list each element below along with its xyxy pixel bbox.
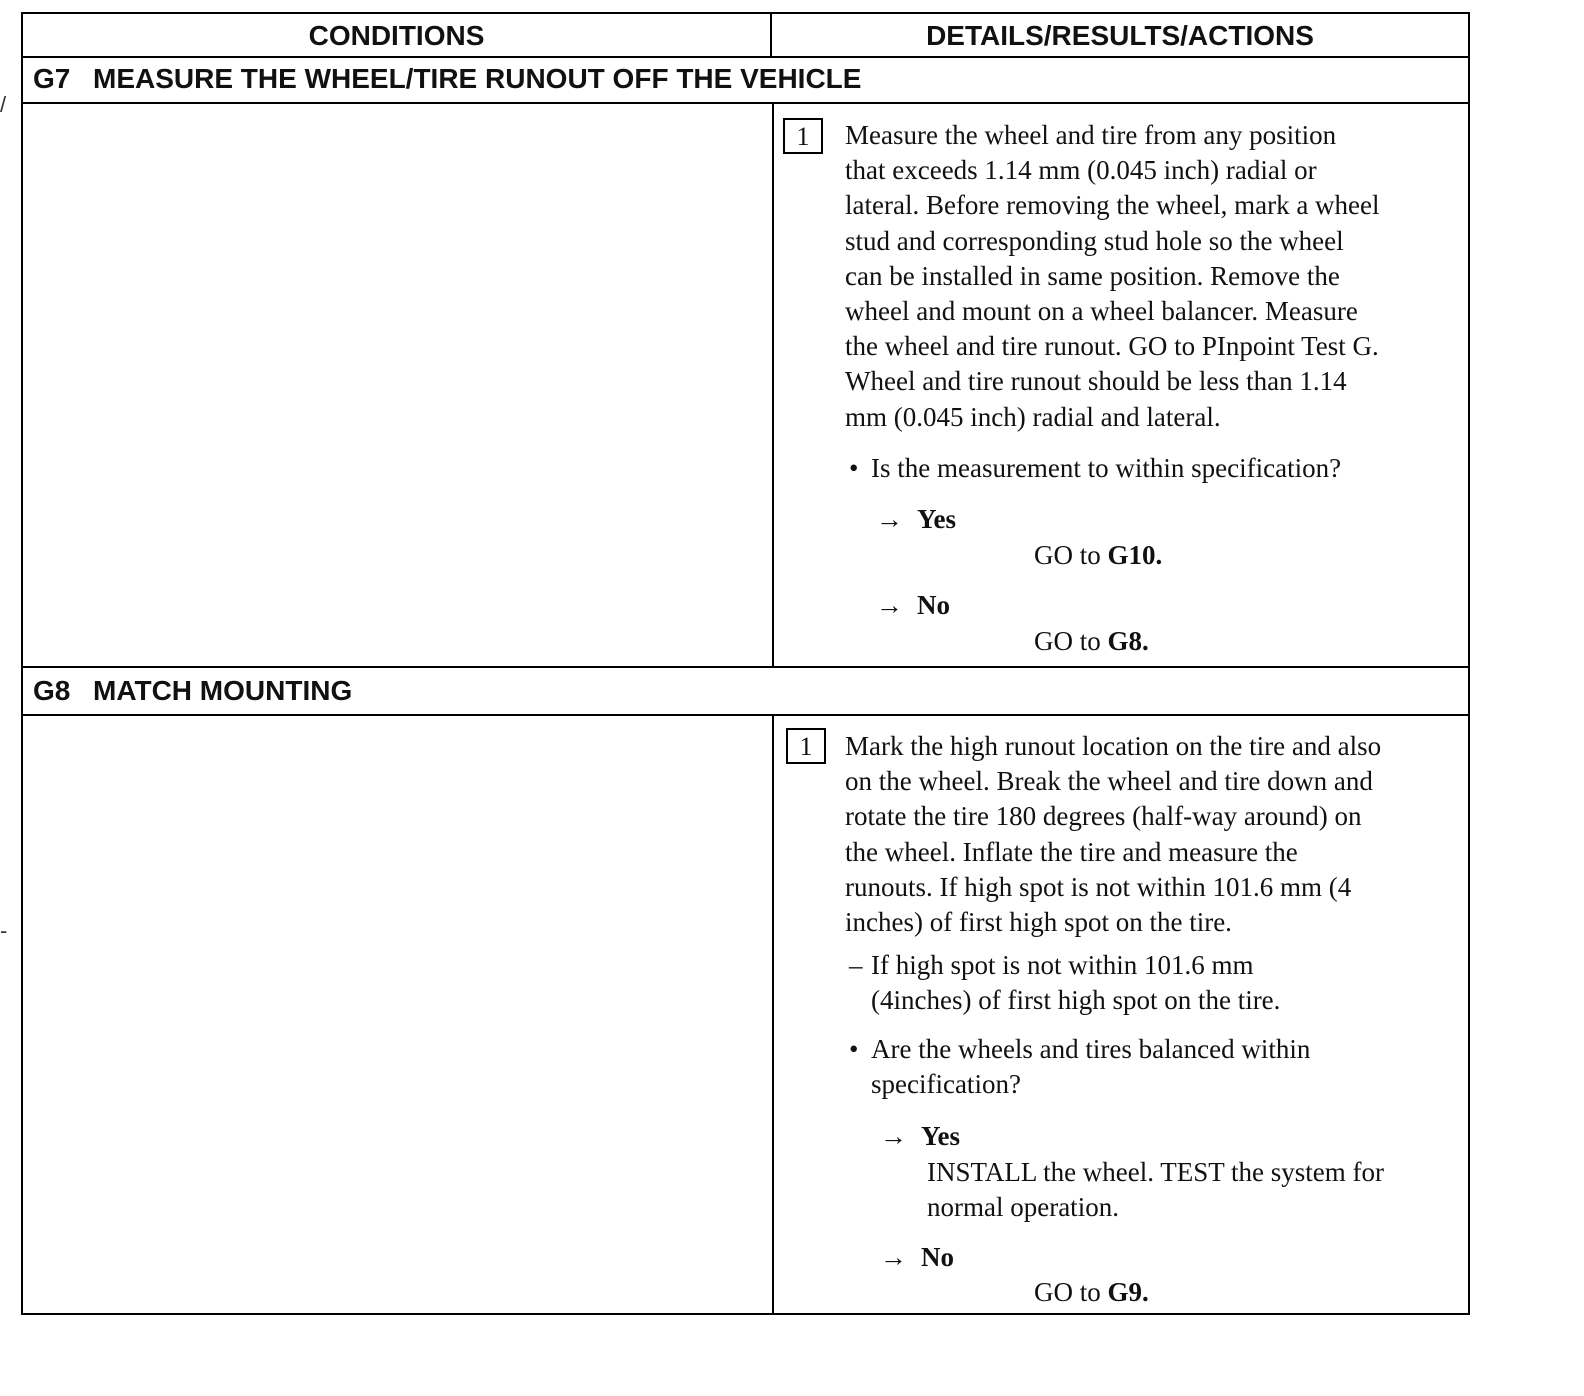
section-g8-title: [23, 670, 1468, 716]
details-header: DETAILS/RESULTS/ACTIONS: [926, 20, 1314, 51]
details-cell: [774, 716, 1468, 1313]
text-line: runouts. If high spot is not within 101.6 mm (4: [845, 871, 1352, 902]
section-title: MATCH MOUNTING: [93, 675, 353, 706]
question-bullet: [849, 1032, 1451, 1102]
text-line: the wheel and tire runout. GO to PInpoint Test G.: [845, 331, 1379, 362]
yes-answer: [876, 502, 956, 537]
section-title: MEASURE THE WHEEL/TIRE RUNOUT OFF THE VEHICLE: [93, 63, 862, 94]
text-line: mm (0.045 inch) radial and lateral.: [845, 401, 1221, 432]
section-g8-row: [23, 716, 1468, 1313]
yes-action: [927, 1155, 1467, 1225]
text-line: Mark the high runout location on the tire and also: [845, 731, 1382, 761]
details-cell: [774, 104, 1468, 666]
no-answer: [876, 588, 950, 623]
step-instructions: [845, 729, 1465, 940]
yes-action: [1034, 538, 1162, 573]
goto-target: G8.: [1107, 626, 1149, 656]
text-line: Measure the wheel and tire from any position: [845, 120, 1337, 150]
arrow-right-icon: →: [876, 504, 903, 534]
yes-answer: [880, 1119, 960, 1154]
text-line: that exceeds 1.14 mm (0.045 inch) radial or: [845, 155, 1317, 186]
text-line: can be installed in same position. Remove the: [845, 260, 1340, 291]
text-line: rotate the tire 180 degrees (half-way around) on: [845, 801, 1362, 832]
no-answer: [880, 1240, 954, 1275]
no-label: No: [917, 590, 950, 620]
goto-target: G9.: [1107, 1277, 1149, 1307]
step-number-box: 1: [786, 728, 826, 764]
goto-prefix: GO to: [1034, 626, 1101, 656]
text-line: INSTALL the wheel. TEST the system for: [927, 1157, 1385, 1187]
conditions-cell: [23, 104, 774, 666]
goto-target: G10.: [1107, 540, 1163, 570]
section-g7-row: [23, 104, 1468, 668]
table-header: [23, 14, 1468, 58]
yes-label: Yes: [917, 504, 956, 534]
question-bullet: [849, 451, 1451, 486]
step-number-box: 1: [783, 118, 823, 154]
text-line: (4inches) of first high spot on the tire.: [871, 985, 1281, 1016]
arrow-right-icon: →: [876, 590, 903, 620]
text-line: normal operation.: [927, 1192, 1119, 1223]
conditions-header: CONDITIONS: [23, 14, 772, 56]
arrow-right-icon: →: [880, 1242, 907, 1272]
scan-mark: -: [0, 918, 8, 943]
no-action: [1034, 1275, 1149, 1310]
question-text: Are the wheels and tires balanced within: [871, 1034, 1311, 1064]
no-label: No: [921, 1242, 954, 1272]
step-instructions: [845, 118, 1455, 435]
text-line: wheel and mount on a wheel balancer. Measure: [845, 296, 1358, 327]
text-line: If high spot is not within 101.6 mm: [871, 950, 1254, 980]
scan-mark: /: [0, 92, 7, 117]
question-text: specification?: [871, 1069, 1021, 1100]
conditions-cell: [23, 716, 774, 1313]
text-line: the wheel. Inflate the tire and measure the: [845, 836, 1298, 867]
goto-prefix: GO to: [1034, 1277, 1101, 1307]
question-text: Is the measurement to within specification?: [871, 453, 1342, 483]
text-line: inches) of first high spot on the tire.: [845, 907, 1232, 938]
section-code: G7: [33, 63, 71, 94]
yes-label: Yes: [921, 1121, 960, 1151]
dash-mark: –: [849, 950, 863, 980]
text-line: stud and corresponding stud hole so the wheel: [845, 225, 1344, 256]
bullet-dot: •: [849, 453, 859, 483]
dash-item: [849, 948, 1451, 1018]
diagnostic-table: [21, 12, 1470, 1315]
text-line: Wheel and tire runout should be less than 1.14: [845, 366, 1347, 397]
bullet-dot: •: [849, 1034, 859, 1064]
text-line: lateral. Before removing the wheel, mark a wheel: [845, 190, 1380, 221]
no-action: [1034, 624, 1149, 659]
section-code: G8: [33, 675, 71, 706]
text-line: on the wheel. Break the wheel and tire down and: [845, 766, 1373, 797]
section-g7-title: [23, 58, 1468, 104]
goto-prefix: GO to: [1034, 540, 1101, 570]
arrow-right-icon: →: [880, 1121, 907, 1151]
